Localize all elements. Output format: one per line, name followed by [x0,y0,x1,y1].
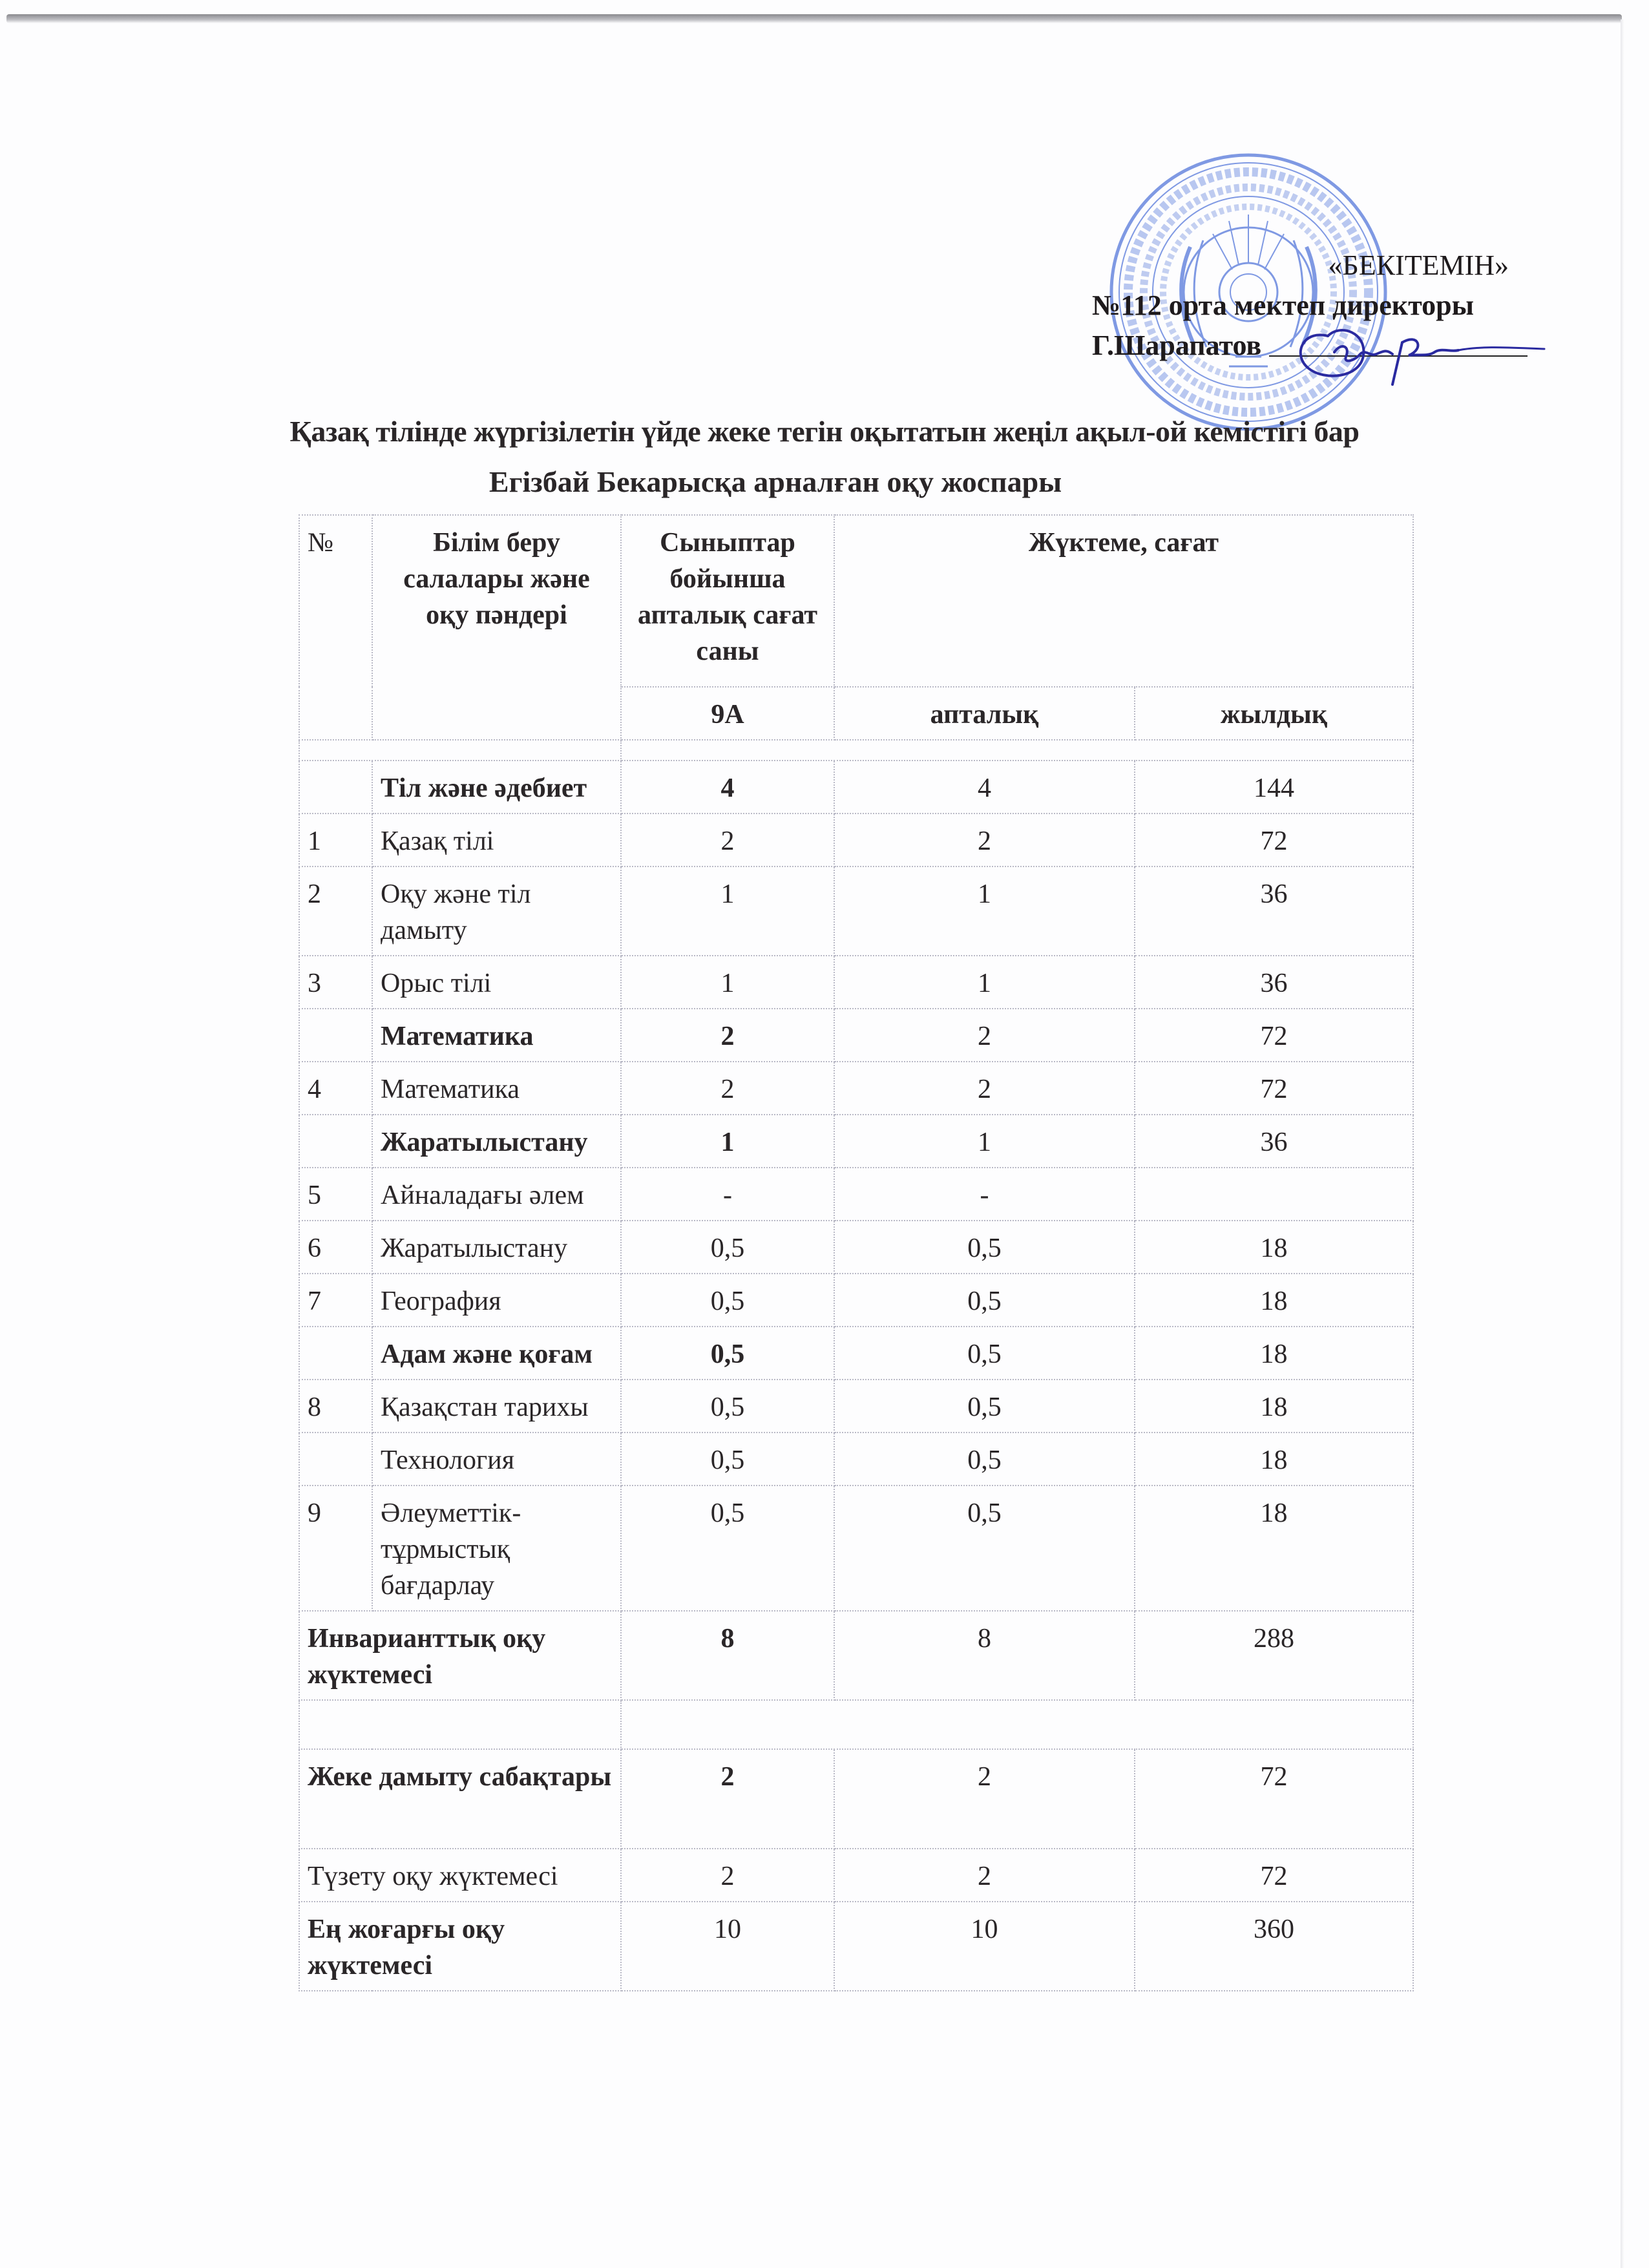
curriculum-table [299,514,1414,1991]
weekly-hours: 2 [834,814,1135,866]
yearly-hours: 72 [1135,1009,1413,1062]
invariant-label: Инварианттық оқу жүктемесі [299,1611,621,1700]
yearly-hours: 36 [1135,866,1413,956]
subject-row [299,1168,1413,1221]
individual-weekly: 2 [834,1749,1135,1849]
document-subtitle: Егізбай Бекарысқа арналған оқу жоспары [488,465,1062,498]
weekly-hours: 0,5 [834,1274,1135,1327]
approval-position: №112 орта мектеп директоры [1092,289,1474,321]
correction-class: 2 [621,1849,834,1902]
yearly-hours: 18 [1135,1486,1413,1611]
class-hours: 1 [621,866,834,956]
subject-row [299,1380,1413,1433]
subject-name: Орыс тілі [372,956,621,1009]
individual-label: Жеке дамыту сабақтары [299,1749,621,1849]
spacer-cell [299,740,621,761]
class-hours: 0,5 [621,1380,834,1433]
invariant-weekly: 8 [834,1611,1135,1700]
approval-heading: «БЕКІТЕМІН» [1328,249,1509,281]
header-yearly: жылдық [1135,687,1413,740]
row-number [299,1115,372,1168]
table-body [299,761,1413,1611]
subject-name: Технология [372,1433,621,1486]
header-weekly-by-class: Сыныптар бойынша апталық сағат саны [621,515,834,687]
class-hours: 2 [621,1009,834,1062]
maximum-class: 10 [621,1902,834,1991]
row-number: 5 [299,1168,372,1221]
yearly-hours: 72 [1135,1062,1413,1115]
correction-label: Түзету оқу жүктемесі [299,1849,621,1902]
header-subjects: Білім беру салалары және оқу пәндері [372,515,621,740]
subject-row [299,1433,1413,1486]
individual-class: 2 [621,1749,834,1849]
header-load: Жүктеме, сағат [834,515,1413,687]
subject-row [299,1062,1413,1115]
weekly-hours: 0,5 [834,1327,1135,1380]
yearly-hours: 72 [1135,814,1413,866]
row-number [299,1009,372,1062]
subject-name: Оқу және тіл дамыту [372,866,621,956]
subject-area-row [299,761,1413,814]
maximum-weekly: 10 [834,1902,1135,1991]
subject-name: Қазақстан тарихы [372,1380,621,1433]
weekly-hours: 0,5 [834,1380,1135,1433]
class-hours: 4 [621,761,834,814]
row-number: 1 [299,814,372,866]
class-hours: 0,5 [621,1221,834,1274]
weekly-hours: 1 [834,956,1135,1009]
maximum-yearly: 360 [1135,1902,1413,1991]
row-number: 8 [299,1380,372,1433]
subject-name: Жаратылыстану [372,1115,621,1168]
yearly-hours: 18 [1135,1327,1413,1380]
spacer-row [299,1700,1413,1749]
individual-yearly: 72 [1135,1749,1413,1849]
subject-name: Айналадағы әлем [372,1168,621,1221]
yearly-hours: 18 [1135,1433,1413,1486]
correction-row [299,1849,1413,1902]
header-number: № [299,515,372,740]
class-hours: 0,5 [621,1274,834,1327]
spacer-cell [621,1700,1413,1749]
class-hours: 1 [621,1115,834,1168]
subject-row [299,1221,1413,1274]
class-hours: 0,5 [621,1433,834,1486]
maximum-row [299,1902,1413,1991]
scan-right-edge [1621,19,1624,2268]
yearly-hours: 36 [1135,1115,1413,1168]
header-class: 9А [621,687,834,740]
yearly-hours [1135,1168,1413,1221]
row-number: 4 [299,1062,372,1115]
subject-area-row [299,1327,1413,1380]
row-number [299,761,372,814]
spacer-cell [299,1700,621,1749]
row-number: 7 [299,1274,372,1327]
weekly-hours: 0,5 [834,1433,1135,1486]
invariant-yearly: 288 [1135,1611,1413,1700]
weekly-hours: 4 [834,761,1135,814]
weekly-hours: 0,5 [834,1221,1135,1274]
subject-name: Қазақ тілі [372,814,621,866]
subject-row [299,956,1413,1009]
spacer-row [299,740,1413,761]
weekly-hours: 2 [834,1009,1135,1062]
subject-row [299,1486,1413,1611]
subject-name: Математика [372,1009,621,1062]
subject-row [299,814,1413,866]
weekly-hours: 1 [834,1115,1135,1168]
correction-weekly: 2 [834,1849,1135,1902]
row-number [299,1327,372,1380]
individual-row [299,1749,1413,1849]
weekly-hours: 0,5 [834,1486,1135,1611]
weekly-hours: 2 [834,1062,1135,1115]
subject-area-row [299,1009,1413,1062]
yearly-hours: 36 [1135,956,1413,1009]
director-signature [1289,317,1548,388]
row-number: 9 [299,1486,372,1611]
row-number: 2 [299,866,372,956]
subject-name: Адам және қоғам [372,1327,621,1380]
weekly-hours: - [834,1168,1135,1221]
subject-name: География [372,1274,621,1327]
subject-name: Тіл және әдебиет [372,761,621,814]
subject-row [299,866,1413,956]
row-number: 3 [299,956,372,1009]
subject-name: Әлеуметтік-тұрмыстық бағдарлау [372,1486,621,1611]
weekly-hours: 1 [834,866,1135,956]
class-hours: 0,5 [621,1486,834,1611]
class-hours: 2 [621,814,834,866]
class-hours: - [621,1168,834,1221]
invariant-row [299,1611,1413,1700]
subject-name: Жаратылыстану [372,1221,621,1274]
yearly-hours: 144 [1135,761,1413,814]
subject-area-row [299,1115,1413,1168]
invariant-class: 8 [621,1611,834,1700]
correction-yearly: 72 [1135,1849,1413,1902]
approval-name: Г.Шарапатов [1092,330,1262,361]
class-hours: 1 [621,956,834,1009]
class-hours: 0,5 [621,1327,834,1380]
subject-name: Математика [372,1062,621,1115]
class-hours: 2 [621,1062,834,1115]
document-title: Қазақ тілінде жүргізілетін үйде жеке тегін оқытатын жеңіл ақыл-ой кемістігі бар [289,415,1360,448]
yearly-hours: 18 [1135,1274,1413,1327]
yearly-hours: 18 [1135,1380,1413,1433]
yearly-hours: 18 [1135,1221,1413,1274]
spacer-cell [621,740,1413,761]
scan-top-edge [6,14,1622,23]
row-number: 6 [299,1221,372,1274]
row-number [299,1433,372,1486]
maximum-label: Ең жоғарғы оқу жүктемесі [299,1902,621,1991]
table-header-row [299,515,1413,687]
header-weekly: апталық [834,687,1135,740]
subject-row [299,1274,1413,1327]
